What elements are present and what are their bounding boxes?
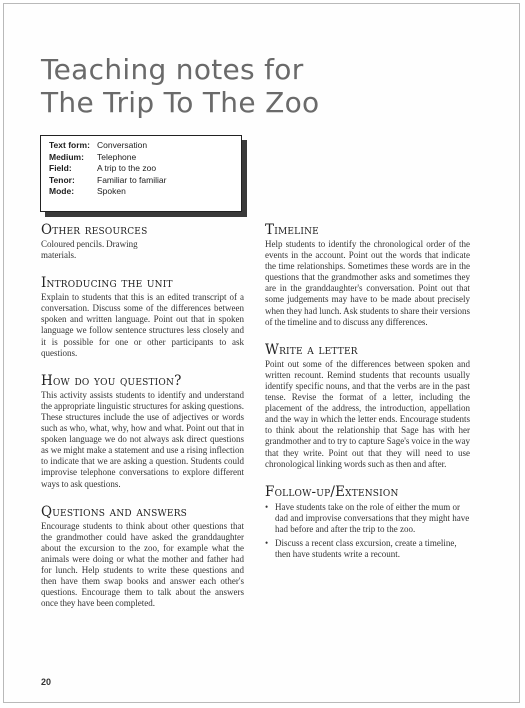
section-introducing: [41, 275, 244, 359]
list-item: • Have students take on the role of either the mum or dad and improvise conversations that they might have had before and after the trip to the zoo.: [265, 502, 470, 535]
info-value: Telephone: [97, 151, 137, 162]
info-row-text-form: [49, 140, 235, 152]
info-value: Familiar to familiar: [97, 174, 167, 185]
section-text: Point out some of the differences between spoken and written recount. Remind students that recounts usually identify specific nouns, and that the verbs are in the past tense. Revise the format of a letter, including the placement of the address, the introduction, appellation and the way in which the letter ends. Encourage students to think about the relationship that Sage has with her grandmother and to try to capture Sage's voice in the way that they write. Point out that they will need to use chronological linking words such as then and after.: [265, 358, 470, 469]
info-row-field: [49, 163, 235, 175]
section-heading: Other resources: [41, 222, 148, 238]
info-label: Mode:: [49, 186, 75, 197]
list-item: • Discuss a recent class excursion, create a timeline, then have students write a recount.: [265, 538, 470, 560]
section-text: Encourage students to think about other questions that the grandmother could have asked the granddaughter about the excursion to the zoo, for example what the animals were doing or what the mother and father had for lunch. Help students to write these questions and then have them swap books and answer each other's questions. Encourage them to talk about the answers once they have been completed.: [41, 520, 244, 609]
section-heading: Timeline: [265, 222, 319, 238]
info-label: Tenor:: [49, 174, 75, 185]
page-title: [41, 53, 319, 119]
section-text: Explain to students that this is an edited transcript of a conversation. Discuss some of the differences between spoken and written language. Point out that in spoken language we follow sentence structures less closely and it is possible for one or other participants to ask questions.: [41, 292, 244, 358]
section-write-letter: [265, 342, 470, 470]
page-number: 20: [41, 677, 52, 687]
section-text: Coloured pencils. Drawing materials.: [41, 239, 138, 261]
info-label: Text form:: [49, 140, 90, 150]
title-line-2: The Trip To The Zoo: [41, 86, 320, 119]
section-heading: Introducing the unit: [41, 275, 173, 292]
followup-list: [265, 502, 470, 560]
section-heading: Questions and answers: [41, 503, 188, 520]
document-page: [3, 3, 520, 703]
section-followup: [265, 484, 470, 560]
section-text: Help students to identify the chronological order of the events in the account. Point out the words that indicate the time relationships. Sometimes these words are in the questions that the grandmother asks and sometimes they are in the granddaughter's conversation. Point out that some judgements may have to be made about precisely when they had lunch. Ask students to share their versions of the timeline and to discuss any differences.: [265, 239, 470, 327]
info-value: A trip to the zoo: [97, 163, 157, 174]
section-text: This activity assists students to identify and understand the appropriate linguistic structures for asking questions. These structures include the use of adjectives or words such as who, what, why, how and what. Point out that in spoken language we do not always ask direct questions as we might make a statement and use a rising inflection to indicate that we are asking a question. Students could improvise telephone conversations to explore different ways to ask questions.: [41, 389, 244, 489]
info-row-mode: [49, 186, 235, 198]
left-column: [41, 222, 244, 623]
section-heading: Write a letter: [265, 341, 358, 358]
section-other-resources: [41, 222, 244, 261]
info-value: Conversation: [97, 140, 148, 150]
section-heading: How do you question?: [41, 372, 182, 389]
info-label: Medium:: [49, 151, 84, 162]
info-value: Spoken: [97, 186, 126, 197]
info-row-tenor: [49, 175, 235, 187]
info-row-medium: [49, 152, 235, 164]
right-column: [265, 222, 470, 574]
section-how-question: [41, 373, 244, 490]
section-heading: Follow-up/Extension: [265, 483, 399, 500]
section-timeline: [265, 222, 470, 328]
title-line-1: Teaching notes for: [41, 53, 304, 86]
text-info-box: [40, 135, 242, 212]
section-questions-answers: [41, 504, 244, 610]
info-label: Field:: [49, 163, 72, 174]
